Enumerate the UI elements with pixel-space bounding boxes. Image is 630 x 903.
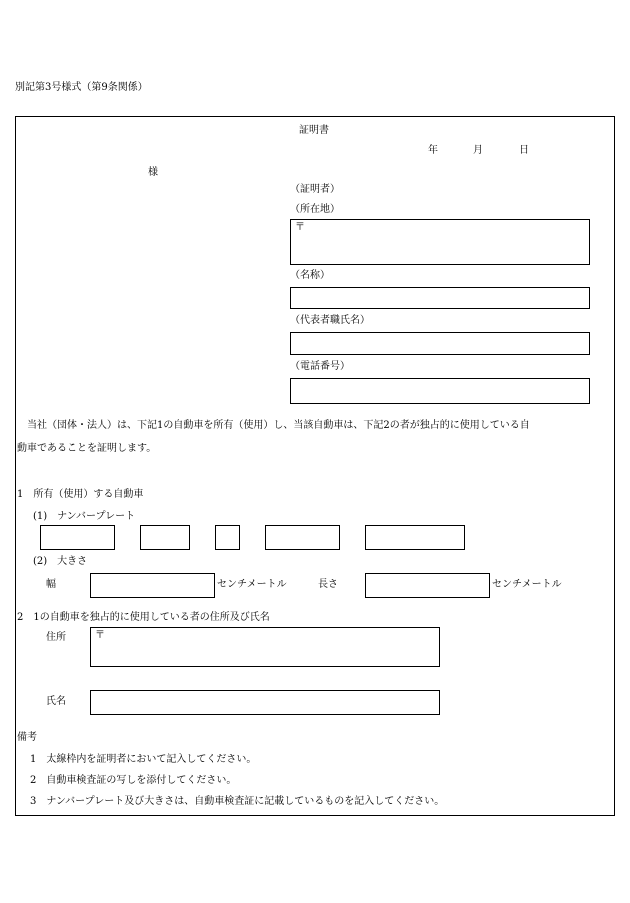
document-title: 証明書: [299, 125, 329, 136]
width-field[interactable]: [90, 573, 215, 598]
plate-field-1[interactable]: [40, 525, 115, 550]
plate-field-2[interactable]: [140, 525, 190, 550]
section2-heading: 2 1の自動車を独占的に使用している者の住所及び氏名: [17, 612, 270, 623]
representative-label: （代表者職氏名）: [290, 315, 370, 326]
length-label: 長さ: [318, 579, 338, 590]
name-label: （名称）: [290, 270, 330, 281]
date-year: 年: [428, 145, 438, 156]
representative-field[interactable]: [290, 332, 590, 355]
postal-mark: 〒: [295, 222, 305, 233]
remark-item-2: 2 自動車検査証の写しを添付してください。: [30, 775, 237, 786]
section1-heading: 1 所有（使用）する自動車: [17, 489, 144, 500]
addressee-suffix: 様: [148, 167, 158, 178]
remark-item-1: 1 太線枠内を証明者において記入してください。: [30, 754, 257, 765]
length-unit: センチメートル: [492, 579, 562, 590]
date-month: 月: [473, 145, 483, 156]
phone-field[interactable]: [290, 378, 590, 404]
address-field[interactable]: [90, 627, 440, 667]
certifier-heading: （証明者）: [290, 184, 340, 195]
date-day: 日: [519, 145, 529, 156]
width-unit: センチメートル: [217, 579, 287, 590]
plate-field-4[interactable]: [265, 525, 340, 550]
size-label: (2) 大きさ: [33, 556, 88, 567]
phone-label: （電話番号）: [290, 361, 350, 372]
user-name-field[interactable]: [90, 690, 440, 715]
width-label: 幅: [46, 579, 56, 590]
remark-item-3: 3 ナンバープレート及び大きさは、自動車検査証に記載しているものを記入してください。: [30, 796, 445, 807]
location-field[interactable]: [290, 219, 590, 265]
plate-label: (1) ナンバープレート: [33, 511, 136, 522]
plate-field-3[interactable]: [215, 525, 240, 550]
statement-line-2: 動車であることを証明します。: [17, 443, 157, 454]
length-field[interactable]: [365, 573, 490, 598]
plate-field-5[interactable]: [365, 525, 465, 550]
user-name-label: 氏名: [46, 696, 66, 707]
address-label: 住所: [46, 632, 66, 643]
name-field[interactable]: [290, 287, 590, 309]
remarks-heading: 備考: [17, 732, 37, 743]
statement-line-1: 当社（団体・法人）は、下記1の自動車を所有（使用）し、当該自動車は、下記2の者が独占的に使用している自: [17, 420, 530, 431]
form-label: 別記第3号様式（第9条関係）: [15, 82, 148, 93]
location-label: （所在地）: [290, 204, 340, 215]
postal-mark: 〒: [95, 630, 105, 641]
